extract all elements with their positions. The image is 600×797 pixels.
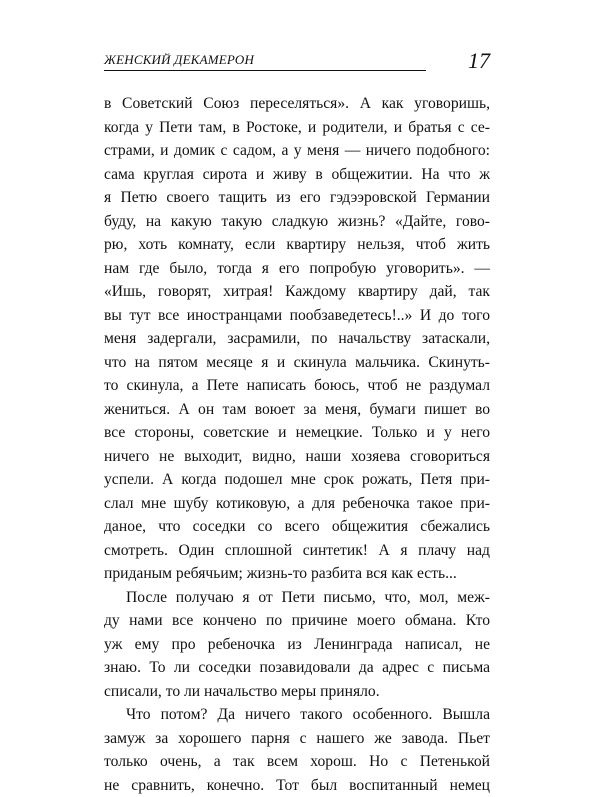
text-line: жениться. А он там воюет за меня, бумаги пишет во: [104, 398, 490, 422]
body-text: [104, 92, 490, 797]
text-line: в Советский Союз переселяться». А как уговоришь,: [104, 92, 490, 116]
text-line: успели. А когда подошел мне срок рожать, Петя при-: [104, 468, 490, 492]
text-line: слал мне шубу котиковую, а для ребеночка такое при-: [104, 492, 490, 516]
text-line: даное, что соседки со всего общежития сбежались: [104, 515, 490, 539]
text-line: страми, и домик с садом, а у меня — ничего подобного:: [104, 139, 490, 163]
text-line: не сравнить, конечно. Тот был воспитанный немец: [104, 774, 490, 797]
text-line: знаю. То ли соседки позавидовали да адрес с письма: [104, 656, 490, 680]
text-line: После получаю я от Пети письмо, что, мол, меж-: [104, 586, 490, 610]
text-line: рю, хоть комнату, если квартиру нельзя, чтоб жить: [104, 233, 490, 257]
text-line: ничего не выходит, видно, наши хозяева сговориться: [104, 445, 490, 469]
text-line: только очень, а так всем хорош. Но с Петенькой: [104, 750, 490, 774]
text-line: когда у Пети там, в Ростоке, и родители, и братья с се-: [104, 116, 490, 140]
page-number: 17: [468, 48, 490, 74]
text-line: «Ишь, говорят, хитрая! Каждому квартиру дай, так: [104, 280, 490, 304]
header-rule: [104, 70, 426, 71]
text-line: меня задергали, засрамили, по начальству затаскали,: [104, 327, 490, 351]
running-head: [104, 48, 490, 74]
text-line: я Петю своего тащить из его гэдээровской Германии: [104, 186, 490, 210]
text-line: сама круглая сирота и живу в общежитии. На что ж: [104, 163, 490, 187]
text-line: списали, то ли начальство меры приняло.: [104, 680, 490, 704]
text-line: то скинула, а Пете написать боюсь, чтоб не раздумал: [104, 374, 490, 398]
text-line: что на пятом месяце я и скинула мальчика. Скинуть-: [104, 351, 490, 375]
text-line: смотреть. Один сплошной синтетик! А я плачу над: [104, 539, 490, 563]
text-line: ду нами все кончено по причине моего обмана. Кто: [104, 609, 490, 633]
running-title: ЖЕНСКИЙ ДЕКАМЕРОН: [104, 52, 254, 68]
text-line: все стороны, советские и немецкие. Только и у него: [104, 421, 490, 445]
text-line: нам где было, тогда я его попробую уговорить». —: [104, 257, 490, 281]
text-line: замуж за хорошего парня с нашего же завода. Пьет: [104, 727, 490, 751]
text-line: уж ему про ребеночка из Ленинграда написал, не: [104, 633, 490, 657]
text-line: Что потом? Да ничего такого особенного. Вышла: [104, 703, 490, 727]
text-line: приданым ребячьим; жизнь-то разбита вся как есть...: [104, 562, 490, 586]
text-line: вы тут все иностранцами пообзаведетесь!..» И до того: [104, 304, 490, 328]
text-line: буду, на какую такую сладкую жизнь? «Дайте, гово-: [104, 210, 490, 234]
